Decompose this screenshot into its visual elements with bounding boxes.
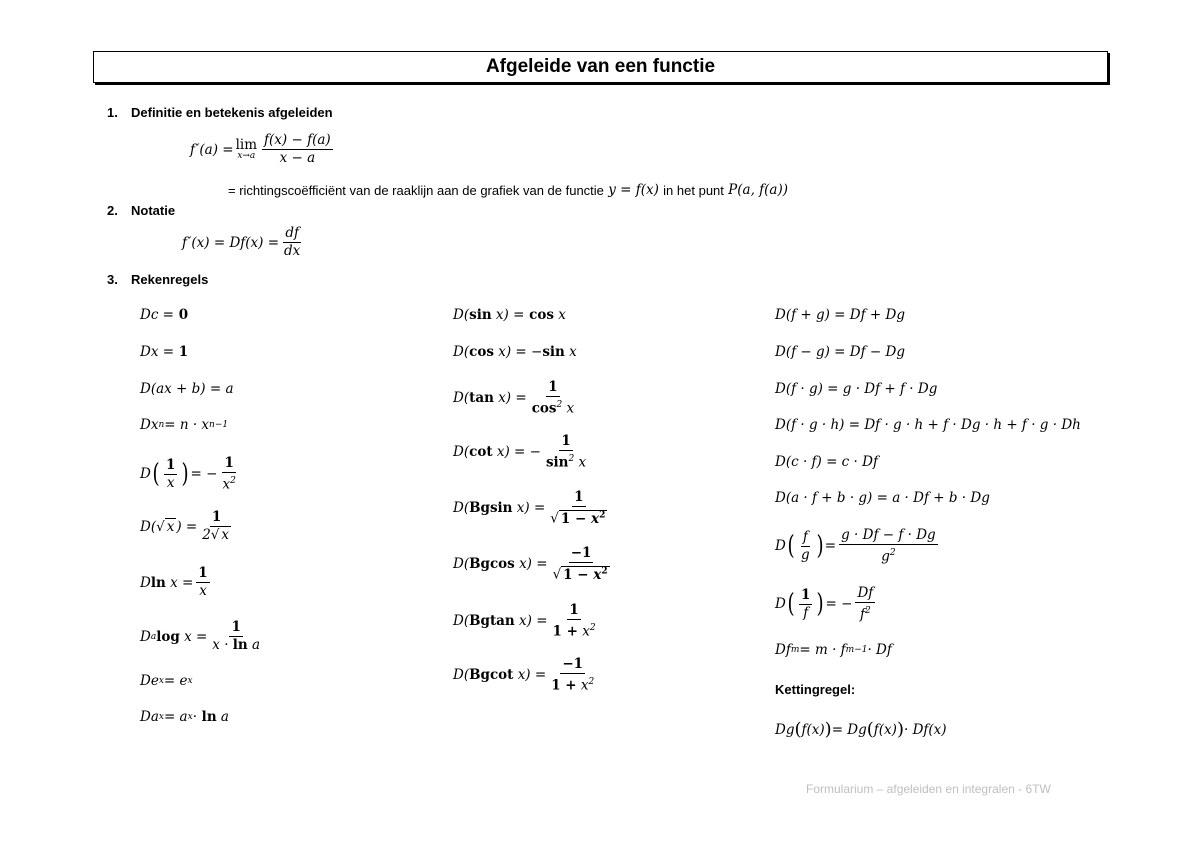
section-number: 2. [107,203,118,218]
section-label: Rekenregels [131,272,209,287]
page-title: Afgeleide van een functie [485,56,716,77]
rule-scalar: D(c · f) = c · Df [775,454,878,470]
rule-cot: D( cot x) = − $\frac{1}{\sin^2 x}$ [453,433,587,471]
rule-ln: D ln x = $\frac{1}{x}$ [140,565,208,599]
rule-log: D a log x = $\frac{1}{\text{x · ln a}}$ [140,619,261,653]
rule-product: D(f · g) = g · Df + f · Dg [775,381,938,397]
rule-constant: Dc = 0 [140,307,189,323]
rule-sin: D( sin x) = cos x [453,307,566,323]
section-3-heading [107,272,208,287]
rule-triple-product: D(f · g · h) = Df · g · h + f · Dg · h + f · g · Dh [775,417,1081,433]
section-number: 1. [107,105,118,120]
rule-x: Dx = 1 [140,344,189,360]
section-label: Notatie [131,203,176,218]
rule-power: Dx n = n · x n−1 [140,417,229,433]
rule-bgcot: D( Bgcot x) = $\frac{-1}{1 + x^2}$ [453,656,595,694]
rule-reciprocal-f: D ( $\frac{1}{f}$ ) = − $\frac{Df}{f^2}$ [775,585,874,623]
rule-exp-e: De x = e x [140,673,193,689]
rule-cos: D( cos x) = − sin x [453,344,577,360]
rule-difference: D(f − g) = Df − Dg [775,344,905,360]
rule-sqrt: D( √ x ) = $\frac{1}{2√ x}$ [140,509,230,543]
rule-bgcos: D( Bgcos x) = $\frac{-1}{√ 1 - x^2}$ [453,545,608,583]
rule-power-f: Df m = m · f m−1 · Df [775,642,892,658]
rule-exp-a: Da x = a x · ln a [140,709,229,725]
rule-bgsin: D( Bgsin x) = $\frac{1}{√ 1 - x^2}$ [453,489,606,527]
section-number: 3. [107,272,118,287]
formula-meaning: = richtingscoëfficiënt van de raaklijn aan de grafiek van de functie y = f(x) in het punt P(a, f(a)) [228,182,789,198]
rule-chain: Dg ( f(x) ) = Dg ( f(x) ) · Df(x) [775,719,947,740]
section-2-heading [107,203,175,218]
footer: Formularium – afgeleiden en integralen - 6TW [806,782,1051,796]
meaning-text-2: in het punt [663,182,724,198]
rule-sum: D(f + g) = Df + Dg [775,307,905,323]
rule-quotient: D ( $\frac{f}{g}$ ) = $\frac{g \cdot Df - f \cdot Dg}{g^2}$ [775,527,936,565]
rule-linear-combination: D(a · f + b · g) = a · Df + b · Dg [775,490,990,506]
meaning-text: = richtingscoëfficiënt van de raaklijn aan de grafiek van de functie [228,182,604,198]
chain-rule-label: Kettingregel: [775,682,856,697]
section-label: Definitie en betekenis afgeleiden [131,105,333,120]
rule-reciprocal: D ( $\frac{1}{x}$ ) = − $\frac{1}{x^2}$ [140,455,236,493]
rule-tan: D( tan x) = $\frac{1}{\cos^2 x}$ [453,379,575,417]
rule-bgtan: D( Bgtan x) = $\frac{1}{1 + x^2}$ [453,602,596,640]
title-box [93,51,1108,83]
formula-definition: f ′(a) = lim x→a $\frac{f(x) - f(a)}{x - a}$ [190,132,331,166]
rule-linear: D(ax + b) = a [140,381,234,397]
section-1-heading [107,105,333,120]
formula-notation: f ′(x) = Df(x) = $\frac{df}{dx}$ [182,225,301,259]
